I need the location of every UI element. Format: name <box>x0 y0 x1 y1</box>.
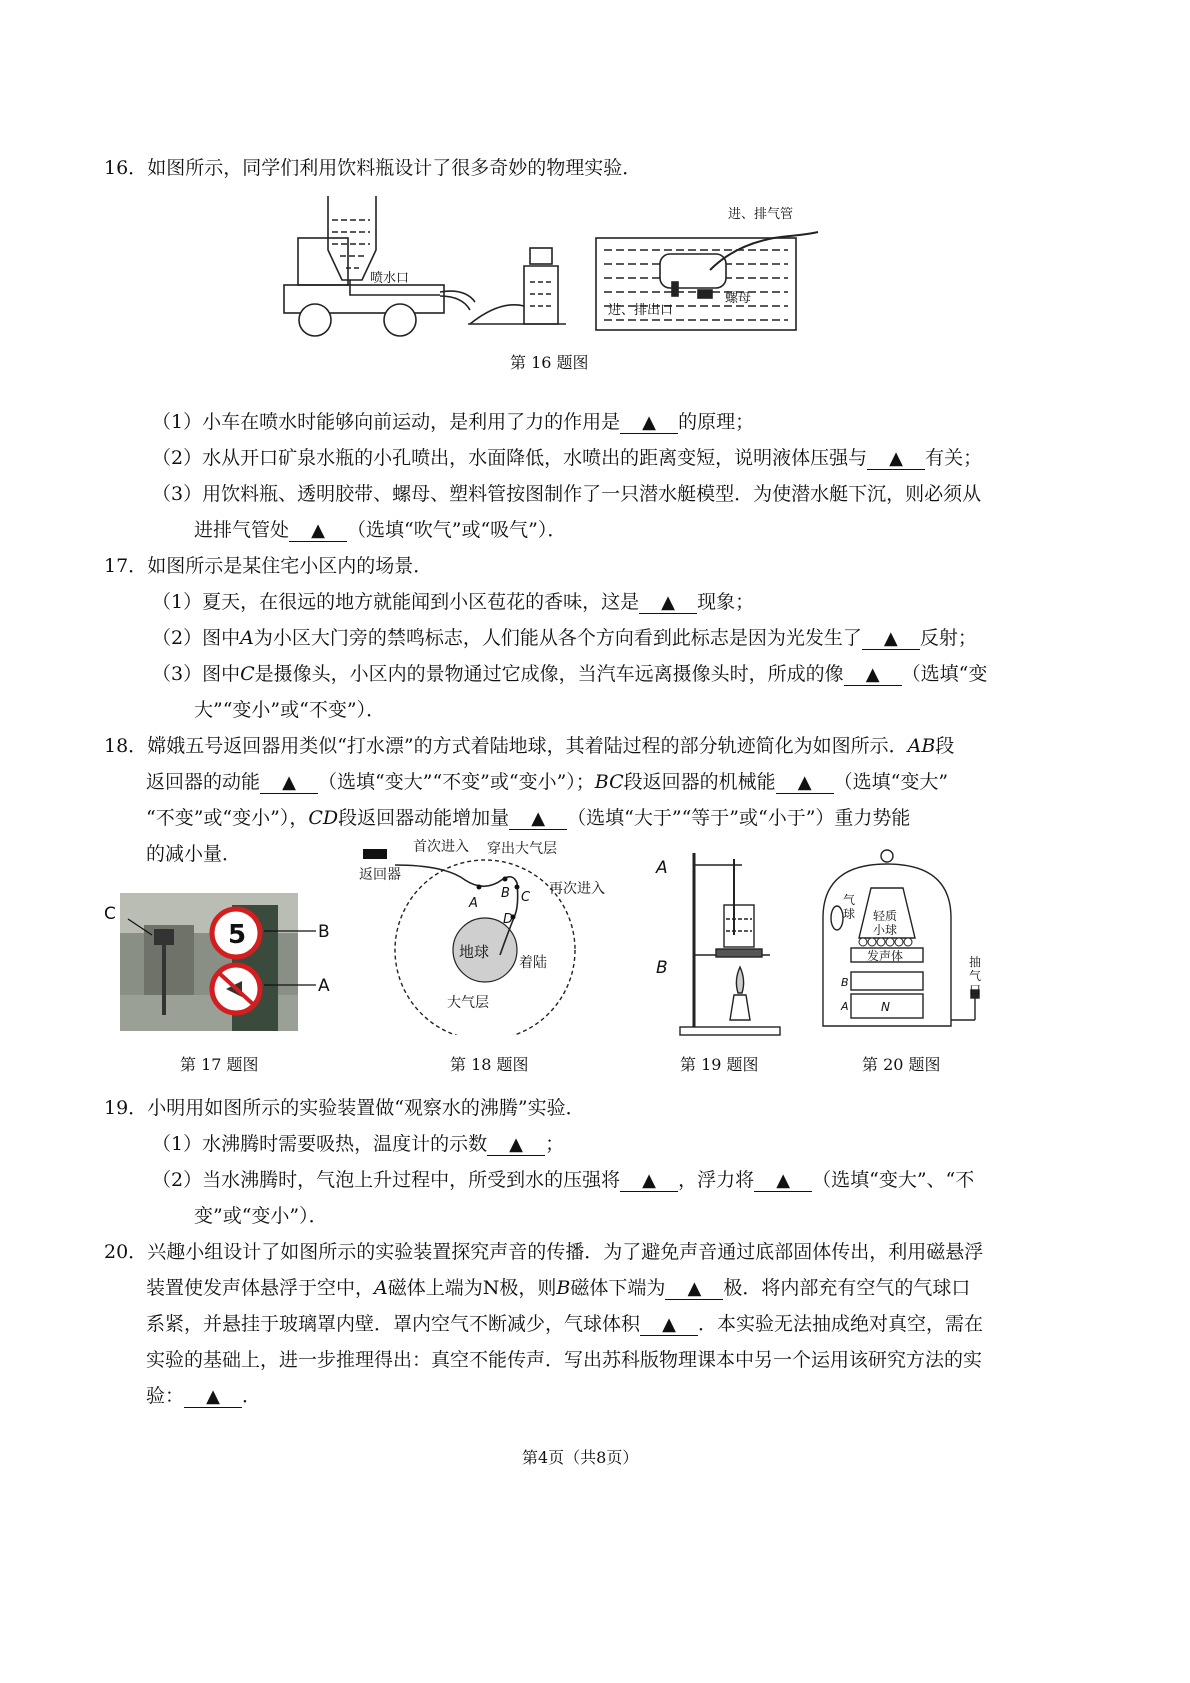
svg-text:D: D <box>503 912 514 927</box>
svg-text:球: 球 <box>843 907 856 921</box>
answer-blank: ▲ <box>620 1171 678 1192</box>
mineral-water-bottle-diagram <box>468 248 566 324</box>
q18-line2: 返回器的动能 ▲ （选填“变大”“不变”或“变小”）；BC段返回器的机械能 ▲ （选填“变大” <box>146 771 949 793</box>
answer-blank: ▲ <box>509 809 567 830</box>
answer-blank: ▲ <box>620 413 678 434</box>
water-jet-car-diagram <box>284 196 475 336</box>
nozzle-label: 喷水口 <box>370 271 410 286</box>
svg-text:抽: 抽 <box>969 955 982 969</box>
q19-stem: 19．小明用如图所示的实验装置做“观察水的沸腾”实验． <box>104 1097 585 1119</box>
outlet-label: 进、排出口 <box>608 303 674 318</box>
q17-part3-line2: 大”“变小”或“不变”）． <box>194 699 386 721</box>
svg-text:首次进入: 首次进入 <box>413 839 469 855</box>
answer-blank: ▲ <box>289 521 347 542</box>
q20-line5: 验： ▲ ． <box>146 1385 262 1407</box>
q16-part3-line1: （3）用饮料瓶、透明胶带、螺母、塑料管按图制作了一只潜水艇模型．为使潜水艇下沉，则必须从 <box>152 483 982 505</box>
q18-figure <box>355 835 625 1035</box>
answer-blank: ▲ <box>260 773 318 794</box>
svg-text:B: B <box>656 958 668 978</box>
balloon-icon <box>831 906 843 930</box>
q20-line2: 装置使发声体悬浮于空中，A磁体上端为N极，则B磁体下端为 ▲ 极．将内部充有空气的气球口 <box>146 1277 971 1299</box>
q18-line1: 18．嫦娥五号返回器用类似“打水漂”的方式着陆地球，其着陆过程的部分轨迹简化为如图所示．AB段 <box>104 735 955 757</box>
q20-line3: 系紧，并悬挂于玻璃罩内壁．罩内空气不断减少，气球体积 ▲ ．本实验无法抽成绝对真空，需在 <box>146 1313 984 1335</box>
capsule-icon <box>363 849 387 859</box>
wire-gauze <box>716 949 762 957</box>
q19-part1: （1）水沸腾时需要吸热，温度计的示数 ▲ ； <box>152 1133 565 1155</box>
svg-text:轻质: 轻质 <box>873 909 898 923</box>
answer-blank: ▲ <box>640 1315 698 1336</box>
svg-text:B: B <box>501 886 510 901</box>
svg-text:气: 气 <box>843 893 856 907</box>
q17-part2: （2）图中A为小区大门旁的禁鸣标志，人们能从各个方向看到此标志是因为光发生了 ▲ 反射； <box>152 627 977 649</box>
svg-text:N: N <box>881 1000 890 1014</box>
nut-label: 螺母 <box>725 291 752 306</box>
svg-text:口: 口 <box>969 983 982 997</box>
svg-text:大气层: 大气层 <box>447 995 489 1011</box>
q16-part1: （1）小车在喷水时能够向前运动，是利用了力的作用是 ▲ 的原理； <box>152 411 755 433</box>
answer-blank: ▲ <box>862 629 920 650</box>
flame-icon <box>736 967 743 993</box>
q18-line3: “不变”或“变小”），CD段返回器动能增加量 ▲ （选填“大于”“等于”或“小于”）重力势能 <box>146 807 911 829</box>
apparatus-base <box>680 1027 780 1035</box>
svg-text:穿出大气层: 穿出大气层 <box>487 841 557 857</box>
svg-text:B: B <box>841 976 849 989</box>
svg-text:A: A <box>318 976 330 996</box>
q17-stem: 17．如图所示是某住宅小区内的场景． <box>104 555 433 577</box>
svg-text:A: A <box>656 858 668 878</box>
alcohol-lamp <box>730 995 750 1020</box>
svg-text:C: C <box>104 904 116 924</box>
answer-blank: ▲ <box>754 1171 812 1192</box>
q16-part3-line2: 进排气管处 ▲ （选填“吹气”或“吸气”）． <box>194 519 567 541</box>
page-footer: 第4页（共8页） <box>522 1448 639 1467</box>
pipe-label: 进、排气管 <box>728 207 794 222</box>
q19-part2: （2）当水沸腾时，气泡上升过程中，所受到水的压强将 ▲ ，浮力将 ▲ （选填“变大”、“不 <box>152 1169 975 1191</box>
q20-figure-caption: 第 20 题图 <box>862 1055 941 1074</box>
q20-figure <box>815 848 995 1038</box>
answer-blank: ▲ <box>665 1279 723 1300</box>
q18-line4: 的减小量． <box>146 843 242 865</box>
svg-text:地球: 地球 <box>459 943 490 961</box>
q19-figure <box>650 845 800 1040</box>
svg-text:A: A <box>469 896 478 911</box>
svg-text:B: B <box>318 922 330 942</box>
q19-part2-line2: 变”或“变小”）． <box>194 1205 328 1227</box>
q19-figure-caption: 第 19 题图 <box>680 1055 759 1074</box>
svg-text:着陆: 着陆 <box>519 955 547 971</box>
answer-blank: ▲ <box>639 593 697 614</box>
q20-line4: 实验的基础上，进一步推理得出：真空不能传声．写出苏科版物理课本中另一个运用该研究方法的实 <box>146 1349 983 1371</box>
answer-blank: ▲ <box>844 665 902 686</box>
jar-knob <box>881 850 893 862</box>
q16-figure <box>270 190 830 340</box>
svg-text:返回器: 返回器 <box>359 867 401 883</box>
q16-part2: （2）水从开口矿泉水瓶的小孔喷出，水面降低，水喷出的距离变短，说明液体压强与 ▲ 有关； <box>152 447 983 469</box>
beaker <box>724 905 754 947</box>
q16-figure-caption: 第 16 题图 <box>510 353 589 372</box>
q17-part3-line1: （3）图中C是摄像头，小区内的景物通过它成像，当汽车远离摄像头时，所成的像 ▲ （选填“变 <box>152 663 988 685</box>
svg-text:5: 5 <box>228 920 247 950</box>
q17-part1: （1）夏天，在很远的地方就能闻到小区苞花的香味，这是 ▲ 现象； <box>152 591 755 613</box>
answer-blank: ▲ <box>776 773 834 794</box>
q18-figure-caption: 第 18 题图 <box>450 1055 529 1074</box>
answer-blank: ▲ <box>867 449 925 470</box>
q20-line1: 20．兴趣小组设计了如图所示的实验装置探究声音的传播．为了避免声音通过底部固体传出，利用磁悬浮 <box>104 1241 984 1263</box>
svg-text:气: 气 <box>969 969 982 983</box>
q17-figure-caption: 第 17 题图 <box>180 1055 259 1074</box>
svg-text:C: C <box>521 890 531 905</box>
svg-text:A: A <box>841 1000 849 1013</box>
camera-icon <box>154 929 174 945</box>
svg-text:发声体: 发声体 <box>867 949 904 963</box>
answer-blank: ▲ <box>184 1387 242 1408</box>
answer-blank: ▲ <box>487 1135 545 1156</box>
q16-stem: 16．如图所示，同学们利用饮料瓶设计了很多奇妙的物理实验． <box>104 157 642 179</box>
q17-figure <box>104 885 344 1035</box>
svg-text:再次进入: 再次进入 <box>549 881 605 897</box>
svg-text:小球: 小球 <box>873 923 898 937</box>
